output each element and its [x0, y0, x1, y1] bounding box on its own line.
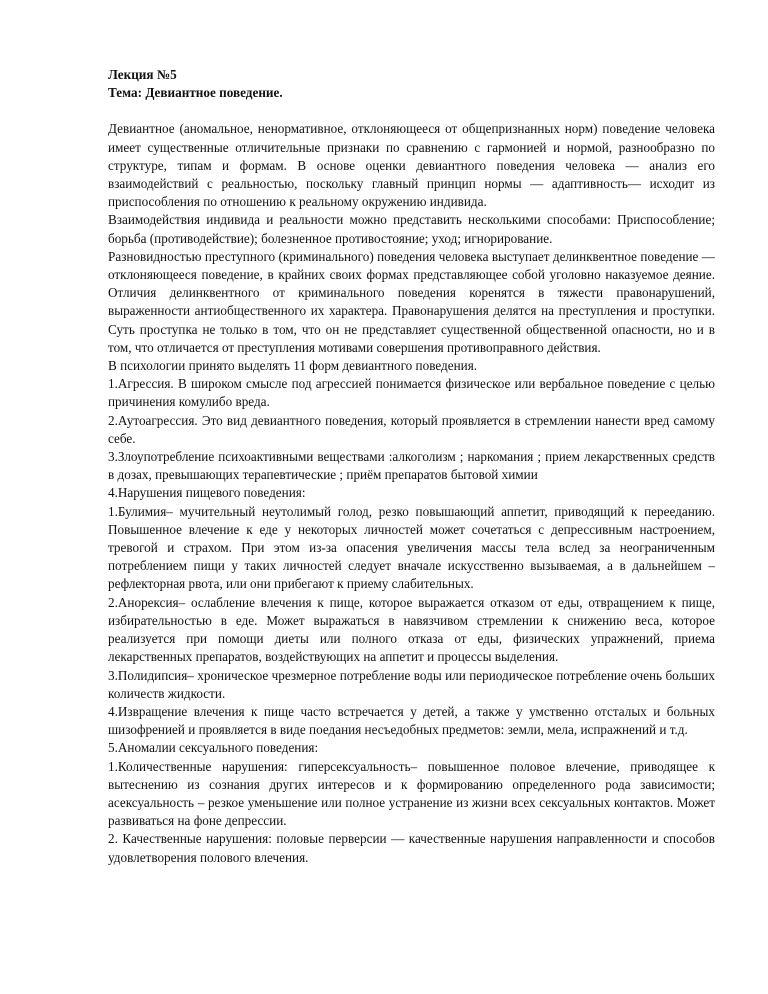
paragraph-interaction: Взаимодействия индивида и реальности можно представить несколькими способами: Приспособление; борьба (противодействие); болезненное противостояние; уход; игнорирование. [108, 212, 715, 246]
spacer [108, 102, 715, 120]
lecture-heading: Лекция №5 [108, 67, 177, 82]
paragraph-delinquent: Разновидностью преступного (криминального) поведения человека выступает делинквентное поведение — отклоняющееся поведение, в крайних своих формах представляющее собой уголовно наказуемое деяние. Отличия делинквентного от криминального поведения коренятся в тяжести правонарушений, выраженности антиобщественного их характера. Правонарушения делятся на преступления и проступки. Суть проступка не только в том, что он не представляет существенной общественной опасности, но и в том, что отличается от преступления мотивами совершения противоправного действия. [108, 248, 715, 355]
paragraph-aggression: 1.Агрессия. В широком смысле под агрессией понимается физическое или вербальное поведение с целью причинения комулибо вреда. [108, 376, 715, 410]
paragraph-forms: В психологии принято выделять 11 форм девиантного поведения. [108, 358, 478, 374]
paragraph-autoaggression: 2.Аутоагрессия. Это вид девиантного поведения, который проявляется в стремлении нанести вред самому себе. [108, 412, 715, 446]
paragraph-sexual-anomalies: 5.Аномалии сексуального поведения: [108, 740, 319, 756]
paragraph-substance-abuse: 3.Злоупотребление психоактивными веществами :алкоголизм ; наркомания ; прием лекарственных средств в дозах, превышающих терапевтические ; приём препаратов бытовой химии [108, 449, 715, 483]
paragraph-polydipsia: 3.Полидипсия– хроническое чрезмерное потребление воды или периодическое потребление очень больших количеств жидкости. [108, 667, 715, 701]
paragraph-qualitative: 2. Качественные нарушения: половые перверсии — качественные нарушения направленности и способов удовлетворения полового влечения. [108, 831, 715, 865]
paragraph-quantitative: 1.Количественные нарушения: гиперсексуальность– повышенное половое влечение, приводящее к вытеснению из сознания других интересов и к формированию определенного рода зависимости; асексуальность – резкое уменьшение или полное устранение из жизни всех сексуальных контактов. Может развиваться на фоне депрессии. [108, 758, 715, 829]
paragraph-eating-disorders: 4.Нарушения пищевого поведения: [108, 485, 306, 501]
paragraph-anorexia: 2.Анорексия– ослабление влечения к пище, которое выражается отказом от еды, отвращением к пище, избирательностью в еде. Может выражаться в навязчивом стремлении к снижению веса, которое реализуется при помощи диеты или полного отказа от еды, физических упражнений, приема лекарственных препаратов, воздействующих на аппетит и процессы выделения. [108, 594, 715, 665]
document-page [108, 66, 715, 867]
paragraph-intro: Девиантное (аномальное, ненормативное, отклоняющееся от общепризнанных норм) поведение человека имеет существенные отличительные признаки по сравнению с гармонией и нормой, разнообразно по структуре, типам и формам. В основе оценки девиантного поведения человека — анализ его взаимодействий с реальностью, поскольку главный принцип нормы — адаптивность— исходит из приспособления по отношению к реальному окружению индивида. [108, 121, 715, 210]
paragraph-pica: 4.Извращение влечения к пище часто встречается у детей, а также у умственно отсталых и больных шизофренией и проявляется в виде поедания несъедобных предметов: земли, мела, испражнений и т.д. [108, 703, 715, 738]
paragraph-bulimia: 1.Булимия– мучительный неутолимый голод, резко повышающий аппетит, приводящий к перееданию. Повышенное влечение к еде у некоторых личностей может сочетаться с депрессивным настроением, тревогой и страхом. При этом из-за опасения увеличения массы тела вслед за неограниченным потреблением пищи у таких личностей следует вначале искусственно вызываемая, а в дальнейшем – рефлекторная рвота, или они прибегают к приему слабительных. [108, 503, 715, 592]
lecture-topic: Тема: Девиантное поведение. [108, 85, 283, 101]
